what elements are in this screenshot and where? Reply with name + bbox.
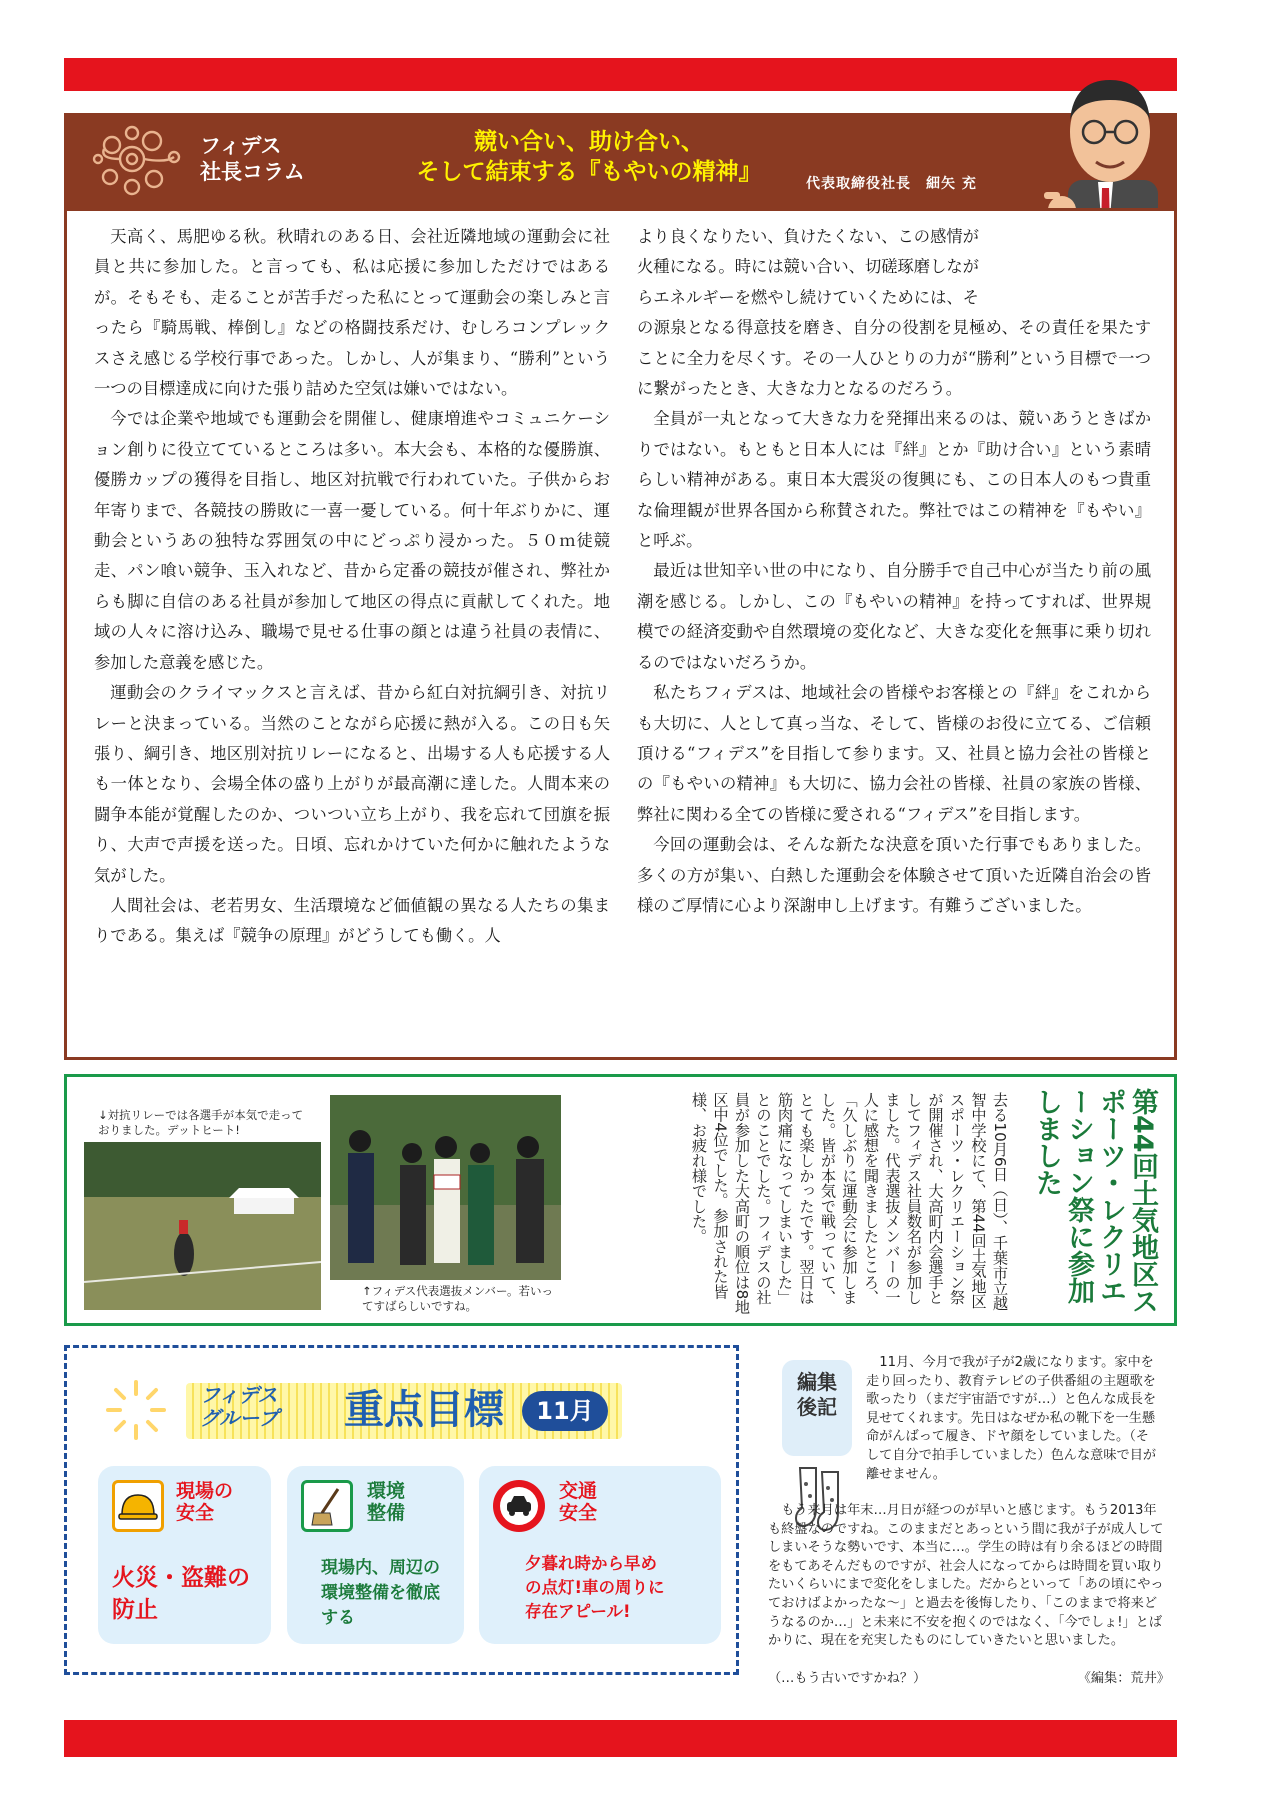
goal-card-environment: [287, 1466, 464, 1644]
sports-title: 第44回土気地区スポーツ・レクリエーション祭に参加しました: [1031, 1088, 1158, 1315]
headline-line-1: 競い合い、助け合い、: [474, 129, 704, 155]
helmet-icon: [112, 1480, 164, 1532]
column-paragraph: 私たちフィデスは、地域社会の皆様やお客様との『絆』をこれからも大切に、人として真っ当な、そして、皆様のお役に立てる、ご信頼頂ける“フィデス”を目指して参ります。又、社員と協力会社の皆様との『もやいの精神』も大切に、協力会社の皆様、社員の家族の皆様、弊社に関わる全ての皆様に愛される“フィデス”を目指します。: [637, 683, 1151, 824]
members-photo: [330, 1095, 561, 1280]
byline: 代表取締役社長 細矢 充: [806, 176, 977, 192]
editor-para-3: （…もう古いですかね？）: [768, 1671, 927, 1686]
editor-para-2: もう来月は年末…月日が経つのが早いと感じます。もう2013年も終盤なのですね。このままだとあっという間に我が子が成人してしまいそうな勢いです、本当に…。学生の時は有り余るほどの時間をもてあそんだものですが、社会人になってからは時間を買い取りたいくらいにまで変化をしました。だからといって「あの頃にやっておけばよかったな〜」と過去を後悔したり、「このままで将来どうなるのか…」と未来に不安を抱くのではなく、「今でしょ!」とばかりに、現在を充実したものにしていきたいと思いました。: [768, 1503, 1164, 1649]
goal-description: 夕暮れ時から早めの点灯!車の周りに存在アピール!: [525, 1554, 665, 1621]
headline-line-2: そして結束する『もやいの精神』: [416, 159, 762, 185]
column-paragraph: 全員が一丸となって大きな力を発揮出来るのは、競いあうときばかりではない。もともと日本人には『絆』とか『助け合い』という素晴らしい精神がある。東日本大震災の復興にも、この日本人のもつ貴重な倫理観が世界各国から称賛された。弊社ではこの精神を『もやい』と呼ぶ。: [637, 409, 1151, 551]
sun-decoration-icon: [104, 1378, 168, 1442]
column-paragraph: 人間社会は、老若男女、生活環境など価値観の異なる人たちの集まりである。集えば『競争の原理』がどうしても働く。人: [94, 895, 610, 946]
relay-caption: ↓対抗リレーでは各選手が本気で走っておりました。デットヒート!: [98, 1108, 304, 1137]
members-caption: ↑フィデス代表選抜メンバー。若いってすばらしいですね。: [362, 1284, 553, 1313]
goal-card-safety: [98, 1466, 271, 1644]
editor-para-1: 11月、今月で我が子が2歳になります。家中を走り回ったり、教育テレビの子供番組の主題歌を歌ったり（まだ宇宙語ですが…）と色んな成長を見せてくれます。先日はなぜか私の靴下を一生懸命がんばって履き、ドヤ顔をしていました。（そして自分で拍手していました）色んな意味で目が離せません。: [866, 1355, 1157, 1482]
goals-group-line-1: フィデス: [200, 1383, 278, 1407]
column-paragraph: 天高く、馬肥ゆる秋。秋晴れのある日、会社近隣地域の運動会に社員と共に参加した。と言っても、私は応援に参加しただけではあるが。そもそも、走ることが苦手だった私にとって運動会の楽しみと言ったら『騎馬戦、棒倒し』などの格闘技系だけ、むしろコンプレックスさえ感じる学校行事であった。しかし、人が集まり、“勝利”という一つの目標達成に向けた張り詰めた空気は嫌いではない。: [94, 227, 610, 399]
editor-heading-line-1: 編集: [797, 1370, 837, 1394]
goals-month-badge: 11月: [522, 1391, 608, 1431]
goals-title: 重点目標: [344, 1387, 504, 1433]
editor-signature: 《編集：荒井》: [1077, 1671, 1170, 1686]
column-line: らエネルギーを燃やし続けていくためには、そ: [637, 287, 979, 307]
column-left-text: [94, 222, 610, 952]
logo-line-2: 社長コラム: [200, 160, 305, 184]
sports-body: 去る10月6日（日）、千葉市立越智中学校にて、第44回土気地区スポーツ・レクリエーション祭が開催され、大高町内会選手としてフィデス社員数名が参加しました。代表選抜メンバーの一人に感想を聞きましたところ、「久しぶりに運動会に参加しました。皆が本気で戦っていて、とても楽しかったです。翌日は筋肉痛になってしまいました」とのことでした。フィデスの社員が参加した大高町の順位は8地区中4位でした。参加された皆様、お疲れ様でした。: [690, 1092, 1009, 1315]
column-header: [64, 113, 1177, 208]
column-paragraph: 運動会のクライマックスと言えば、昔から紅白対抗綱引き、対抗リレーと決まっている。当然のことながら応援に熱が入る。この日も矢張り、綱引き、地区別対抗リレーになると、出場する人も応援する人も一体となり、会場全体の盛り上がりが最高潮に達した。人間本来の闘争本能が覚醒したのか、ついつい立ち上がり、我を忘れて団旗を振り、大声で声援を送った。日頃、忘れかけていた何かに触れたような気がした。: [94, 683, 610, 885]
relay-photo: [84, 1142, 321, 1310]
column-paragraph: 今では企業や地域でも運動会を開催し、健康増進やコミュニケーション創りに役立てているところは多い。本大会も、本格的な優勝旗、優勝カップの獲得を目指し、地区対抗戦で行われていた。子供からお年寄りまで、各競技の勝敗に一喜一憂している。何十年ぶりかに、運動会というあの独特な雰囲気の中にどっぷり浸かった。５０ｍ徒競走、パン喰い競争、玉入れなど、昔から定番の競技が催され、弊社からも脚に自信のある社員が参加して地区の得点に貢献してくれた。地域の人々に溶け込み、職場で見せる仕事の顔とは違う社員の表情に、参加した意義を感じた。: [94, 409, 610, 672]
column-paragraph: 今回の運動会は、そんな新たな決意を頂いた行事でもありました。多くの方が集い、白熱した運動会を体験させて頂いた近隣自治会の皆様のご厚情に心より深謝申し上げます。有難うございました。: [637, 835, 1151, 915]
column-paragraph: 最近は世知辛い世の中になり、自分勝手で自己中心が当たり前の風潮を感じる。しかし、この『もやいの精神』を持ってすれば、世界規模での経済変動や自然環境の変化など、大きな変化を無事に乗り切れるのではないだろうか。: [637, 561, 1151, 672]
broom-icon: [301, 1480, 353, 1532]
column-paragraph: の源泉となる得意技を磨き、自分の役割を見極め、その責任を果たすことに全力を尽くす。その一人ひとりの力が“勝利”という目標で一つに繋がったとき、大きな力となるのだろう。: [637, 318, 1151, 399]
top-red-bar: [64, 58, 1177, 91]
logo-line-1: フィデス: [200, 134, 282, 158]
goal-label-line-2: 安全: [559, 1502, 598, 1524]
goals-group-line-2: グループ: [200, 1406, 279, 1430]
goal-label-line-1: 交通: [559, 1480, 598, 1502]
editor-heading-line-2: 後記: [797, 1395, 837, 1419]
goal-label-line-1: 現場の: [176, 1480, 234, 1502]
goal-description: 火災・盗難の防止: [112, 1565, 250, 1623]
column-line: より良くなりたい、負けたくない、この感情が: [637, 227, 979, 246]
goal-card-traffic: [479, 1466, 721, 1644]
goal-label-line-2: 整備: [367, 1502, 406, 1524]
column-right-text: [637, 222, 1151, 921]
goal-description: 現場内、周辺の環境整備を徹底する: [321, 1558, 440, 1628]
goal-label-line-1: 環境: [367, 1480, 406, 1502]
goal-label-line-2: 安全: [176, 1502, 215, 1524]
bottom-red-bar: [64, 1720, 1177, 1757]
car-icon: [493, 1480, 545, 1532]
column-line: 火種になる。時には競い合い、切磋琢磨しなが: [637, 257, 979, 277]
